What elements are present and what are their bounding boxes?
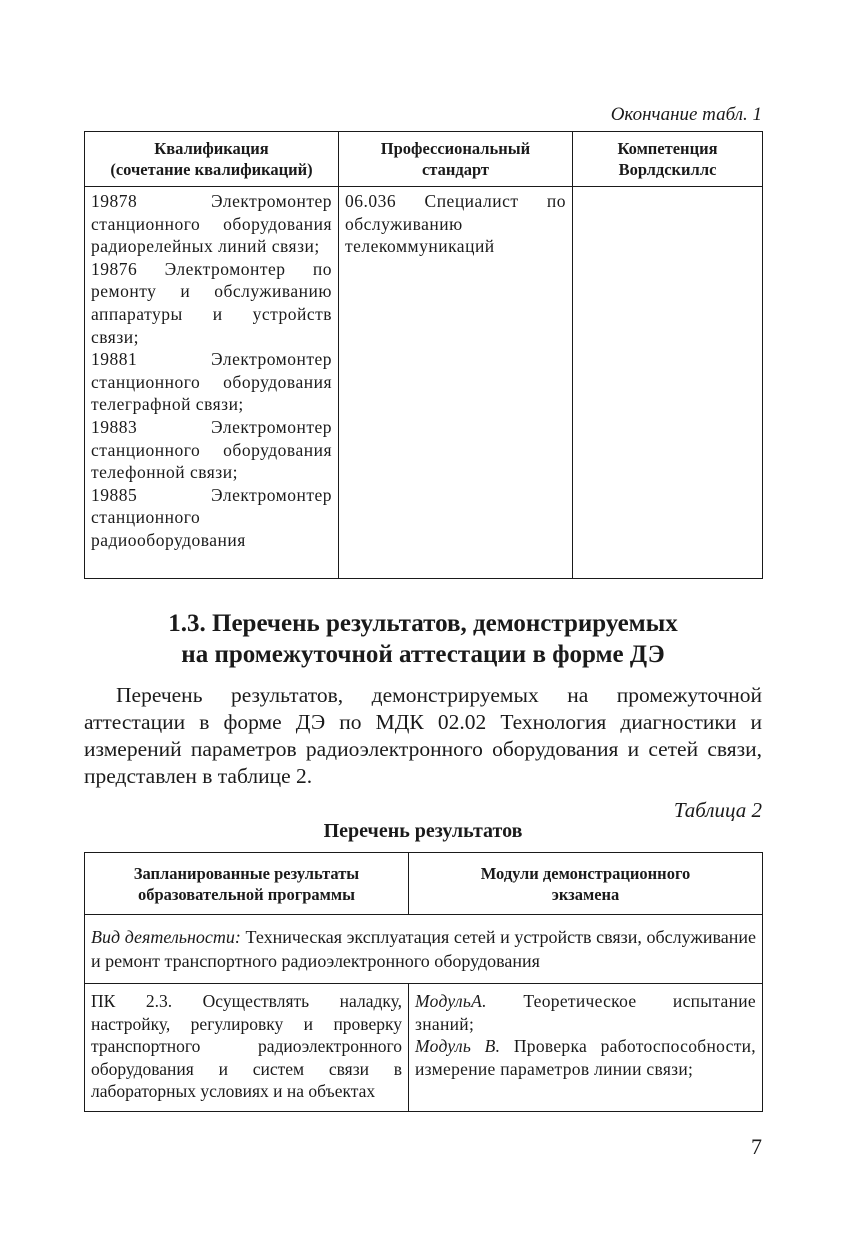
header-competence: Компетенция Ворлдскиллс — [573, 132, 763, 187]
activity-row — [85, 915, 763, 984]
activity-cell — [85, 915, 763, 984]
results-table — [84, 852, 763, 1112]
header-standard: Профессиональный стандарт — [339, 132, 573, 187]
table1-caption: Окончание табл. 1 — [610, 104, 762, 125]
cell-qualifications: 19878 Электромонтер станционного оборудования радиорелейных линий связи; 19876 Электромонтер по ремонту и обслуживанию аппаратуры и устройств связи; 19881 Электромонтер станционного оборудования телеграфной связи; 19883 Электромонтер станционного оборудования телефонной связи; 19885 Электромонтер станционного радиооборудования — [85, 187, 339, 579]
table-row — [85, 187, 763, 579]
header-planned-results: Запланированные результаты образовательной программы — [85, 853, 409, 915]
module-a-label: МодульA. — [415, 991, 487, 1011]
cell-competence — [573, 187, 763, 579]
table2-title: Перечень результатов — [323, 820, 523, 842]
page-number: 7 — [751, 1134, 762, 1159]
qualification-table — [84, 131, 763, 579]
header-exam-modules: Модули демонстрационного экзамена — [409, 853, 763, 915]
table-header-row — [85, 132, 763, 187]
cell-result: ПК 2.3. Осуществлять наладку, настройку, регулировку и проверку транспортного радиоэлектронного оборудования и систем связи в лабораторных условиях и на объектах — [85, 984, 409, 1112]
section-heading: 1.3. Перечень результатов, демонстрируемых на промежуточной аттестации в форме ДЭ — [168, 610, 678, 668]
table-row — [85, 984, 763, 1112]
table-header-row — [85, 853, 763, 915]
cell-modules — [409, 984, 763, 1112]
module-b-label: Модуль B. — [415, 1036, 501, 1057]
module-b-text: Проверка работоспособности, измерение параметров линии связи; — [415, 1036, 756, 1079]
cell-standard: 06.036 Специалист по обслуживанию телекоммуникаций — [339, 187, 573, 579]
activity-label: Вид деятельности: — [91, 927, 241, 947]
table2-caption: Таблица 2 — [673, 798, 762, 822]
header-qualification: Квалификация (сочетание квалификаций) — [85, 132, 339, 187]
section-paragraph: Перечень результатов, демонстрируемых на промежуточной аттестации в форме ДЭ по МДК 02.02 Технология диагностики и измерений параметров радиоэлектронного оборудования и сетей связи, представлен в таблице 2. — [84, 683, 762, 788]
module-a-text: Теоретическое испытание знаний; — [415, 991, 756, 1034]
activity-text: Техническая эксплуатация сетей и устройств связи, обслуживание и ремонт транспортного радиоэлектронного оборудования — [91, 927, 756, 971]
